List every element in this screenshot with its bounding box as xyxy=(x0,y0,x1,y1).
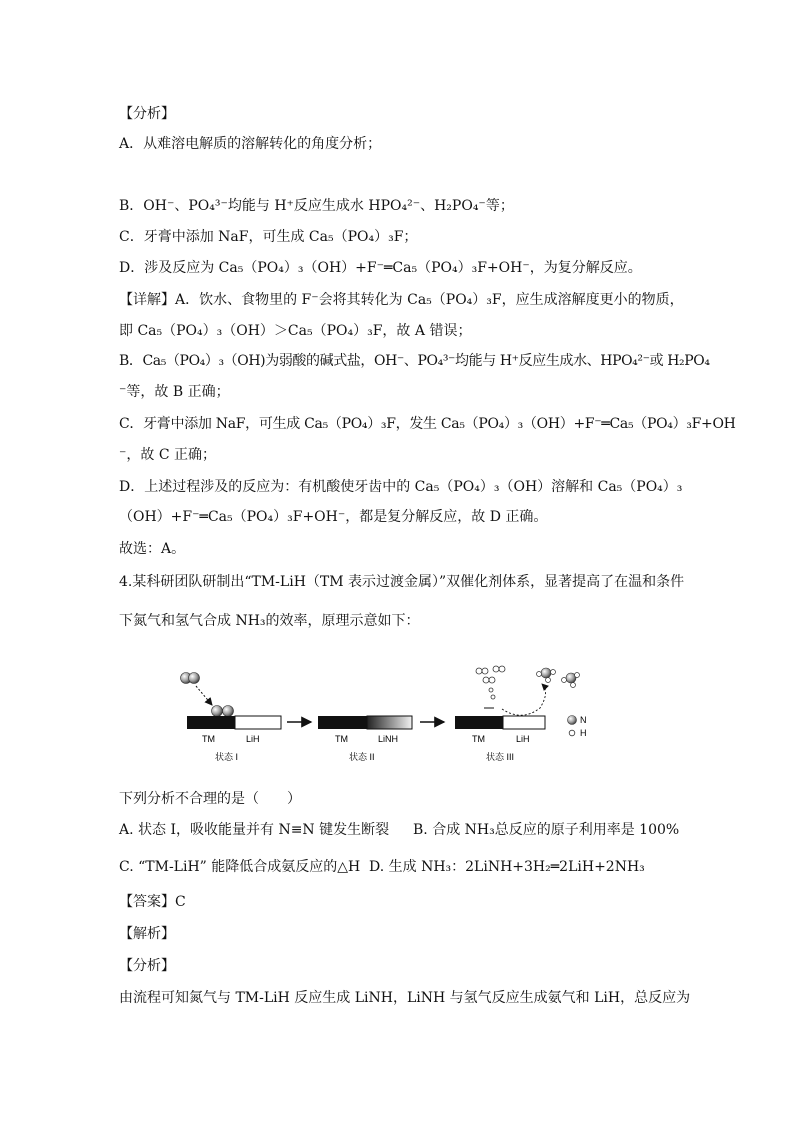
adsorption-arrow xyxy=(196,686,212,705)
detail-b-line1: B．Ca₅（PO₄）₃（OH)为弱酸的碱式盐，OH⁻、PO₄³⁻均能与 H⁺反应生成水、HPO₄²⁻或 H₂PO₄ xyxy=(119,353,710,369)
legend-h-marker xyxy=(569,730,575,736)
h2-molecule-atom xyxy=(476,668,482,674)
state-label: 状态 III xyxy=(486,752,515,762)
tm-block xyxy=(318,716,367,729)
analysis-heading: 【分析】 xyxy=(119,106,175,122)
answer-label: 【答案】C xyxy=(119,894,186,910)
h2-molecule-atom xyxy=(489,677,495,683)
lih-block xyxy=(503,716,545,729)
adsorbed-n-atom xyxy=(223,706,234,717)
legend-n-label: N xyxy=(580,715,587,725)
question4-line1: 4.某科研团队研制出“TM-LiH（TM 表示过渡金属）”双催化剂体系，显著提高了在温和条件 xyxy=(119,574,685,590)
n2-molecule-atom xyxy=(189,673,200,684)
analysis2-text: 由流程可知氮气与 TM-LiH 反应生成 LiNH，LiNH 与氢气反应生成氨气和 LiH，总反应为 xyxy=(119,990,691,1006)
analysis-a: A．从难溶电解质的溶解转化的角度分析； xyxy=(119,136,382,152)
question4-line2: 下氮气和氢气合成 NH₃的效率，原理示意如下： xyxy=(119,613,420,629)
h2-molecule-atom xyxy=(482,668,488,674)
option-c: C. “TM-LiH” 能降低合成氨反应的△H xyxy=(119,859,361,875)
option-b: B. 合成 NH₃总反应的原子利用率是 100% xyxy=(413,822,680,838)
tm-label: TM xyxy=(202,734,215,744)
lih-label: LiH xyxy=(246,734,260,744)
detail-a-line1: 【详解】A．饮水、食物里的 F⁻会将其转化为 Ca₅（PO₄）₃F，应生成溶解度更小的物质， xyxy=(119,292,684,308)
nh3-h-atom xyxy=(575,673,580,678)
jiexi-heading: 【解析】 xyxy=(119,926,175,942)
legend xyxy=(568,715,587,738)
h-atom xyxy=(491,695,495,699)
lih-label: LiH xyxy=(516,734,530,744)
tm-label: TM xyxy=(472,734,485,744)
detail-a-line2: 即 Ca₅（PO₄）₃（OH）＞Ca₅（PO₄）₃F，故 A 错误； xyxy=(119,323,472,339)
h2-molecule-atom xyxy=(499,666,505,672)
state-label: 状态 I xyxy=(215,752,239,762)
analysis-d: D．涉及反应为 Ca₅（PO₄）₃（OH）+F⁻═Ca₅（PO₄）₃F+OH⁻，为复分解反应。 xyxy=(119,260,642,276)
option-a: A. 状态 I，吸收能量并有 N≡N 键发生断裂 xyxy=(119,822,390,838)
detail-choice: 故选：A。 xyxy=(119,541,186,557)
nh3-h-atom xyxy=(571,683,576,688)
legend-n-marker xyxy=(568,716,577,725)
nh3-h-atom xyxy=(537,672,542,677)
question4-prompt: 下列分析不合理的是（ ） xyxy=(119,791,301,807)
h-atom xyxy=(489,688,493,692)
detail-b-line2: ⁻等，故 B 正确； xyxy=(119,384,230,400)
option-d: D. 生成 NH₃：2LiNH+3H₂═2LiH+2NH₃ xyxy=(369,859,645,875)
detail-d-line2: （OH）+F⁻═Ca₅（PO₄）₃F+OH⁻，都是复分解反应，故 D 正确。 xyxy=(119,509,548,525)
lih-block xyxy=(235,716,281,729)
detail-c-line1: C．牙膏中添加 NaF，可生成 Ca₅（PO₄）₃F，发生 Ca₅（PO₄）₃（OH）+F⁻═Ca₅（PO₄）₃F+OH xyxy=(119,416,736,432)
nh3-molecule xyxy=(562,673,580,688)
detail-c-line2: ⁻，故 C 正确； xyxy=(119,447,217,463)
nh3-molecule xyxy=(537,668,556,683)
adsorbed-n-atom xyxy=(212,706,223,717)
linh-label: LiNH xyxy=(378,734,399,744)
analysis-c: C．牙膏中添加 NaF，可生成 Ca₅（PO₄）₃F； xyxy=(119,229,418,245)
catalyst-diagram xyxy=(170,662,610,772)
tm-label: TM xyxy=(335,734,348,744)
nh3-n-atom xyxy=(541,668,551,678)
h2-molecule-atom xyxy=(493,666,499,672)
h2-molecule-atom xyxy=(483,677,489,683)
nh3-h-atom xyxy=(562,678,567,683)
linh-block xyxy=(367,716,412,729)
state-3 xyxy=(455,666,580,762)
tm-block xyxy=(187,716,235,729)
state-label: 状态 II xyxy=(349,752,375,762)
release-arrow xyxy=(502,684,546,715)
state-1 xyxy=(181,673,282,763)
nh3-h-atom xyxy=(551,670,556,675)
detail-d-line1: D．上述过程涉及的反应为：有机酸使牙齿中的 Ca₅（PO₄）₃（OH）溶解和 Ca₅（PO₄）₃ xyxy=(119,479,683,495)
state-2 xyxy=(318,716,412,762)
analysis-b: B．OH⁻、PO₄³⁻均能与 H⁺反应生成水 HPO₄²⁻、H₂PO₄⁻等； xyxy=(119,198,514,214)
legend-h-label: H xyxy=(580,728,587,738)
analysis2-heading: 【分析】 xyxy=(119,958,175,974)
nh3-h-atom xyxy=(546,678,551,683)
tm-block xyxy=(455,716,503,729)
